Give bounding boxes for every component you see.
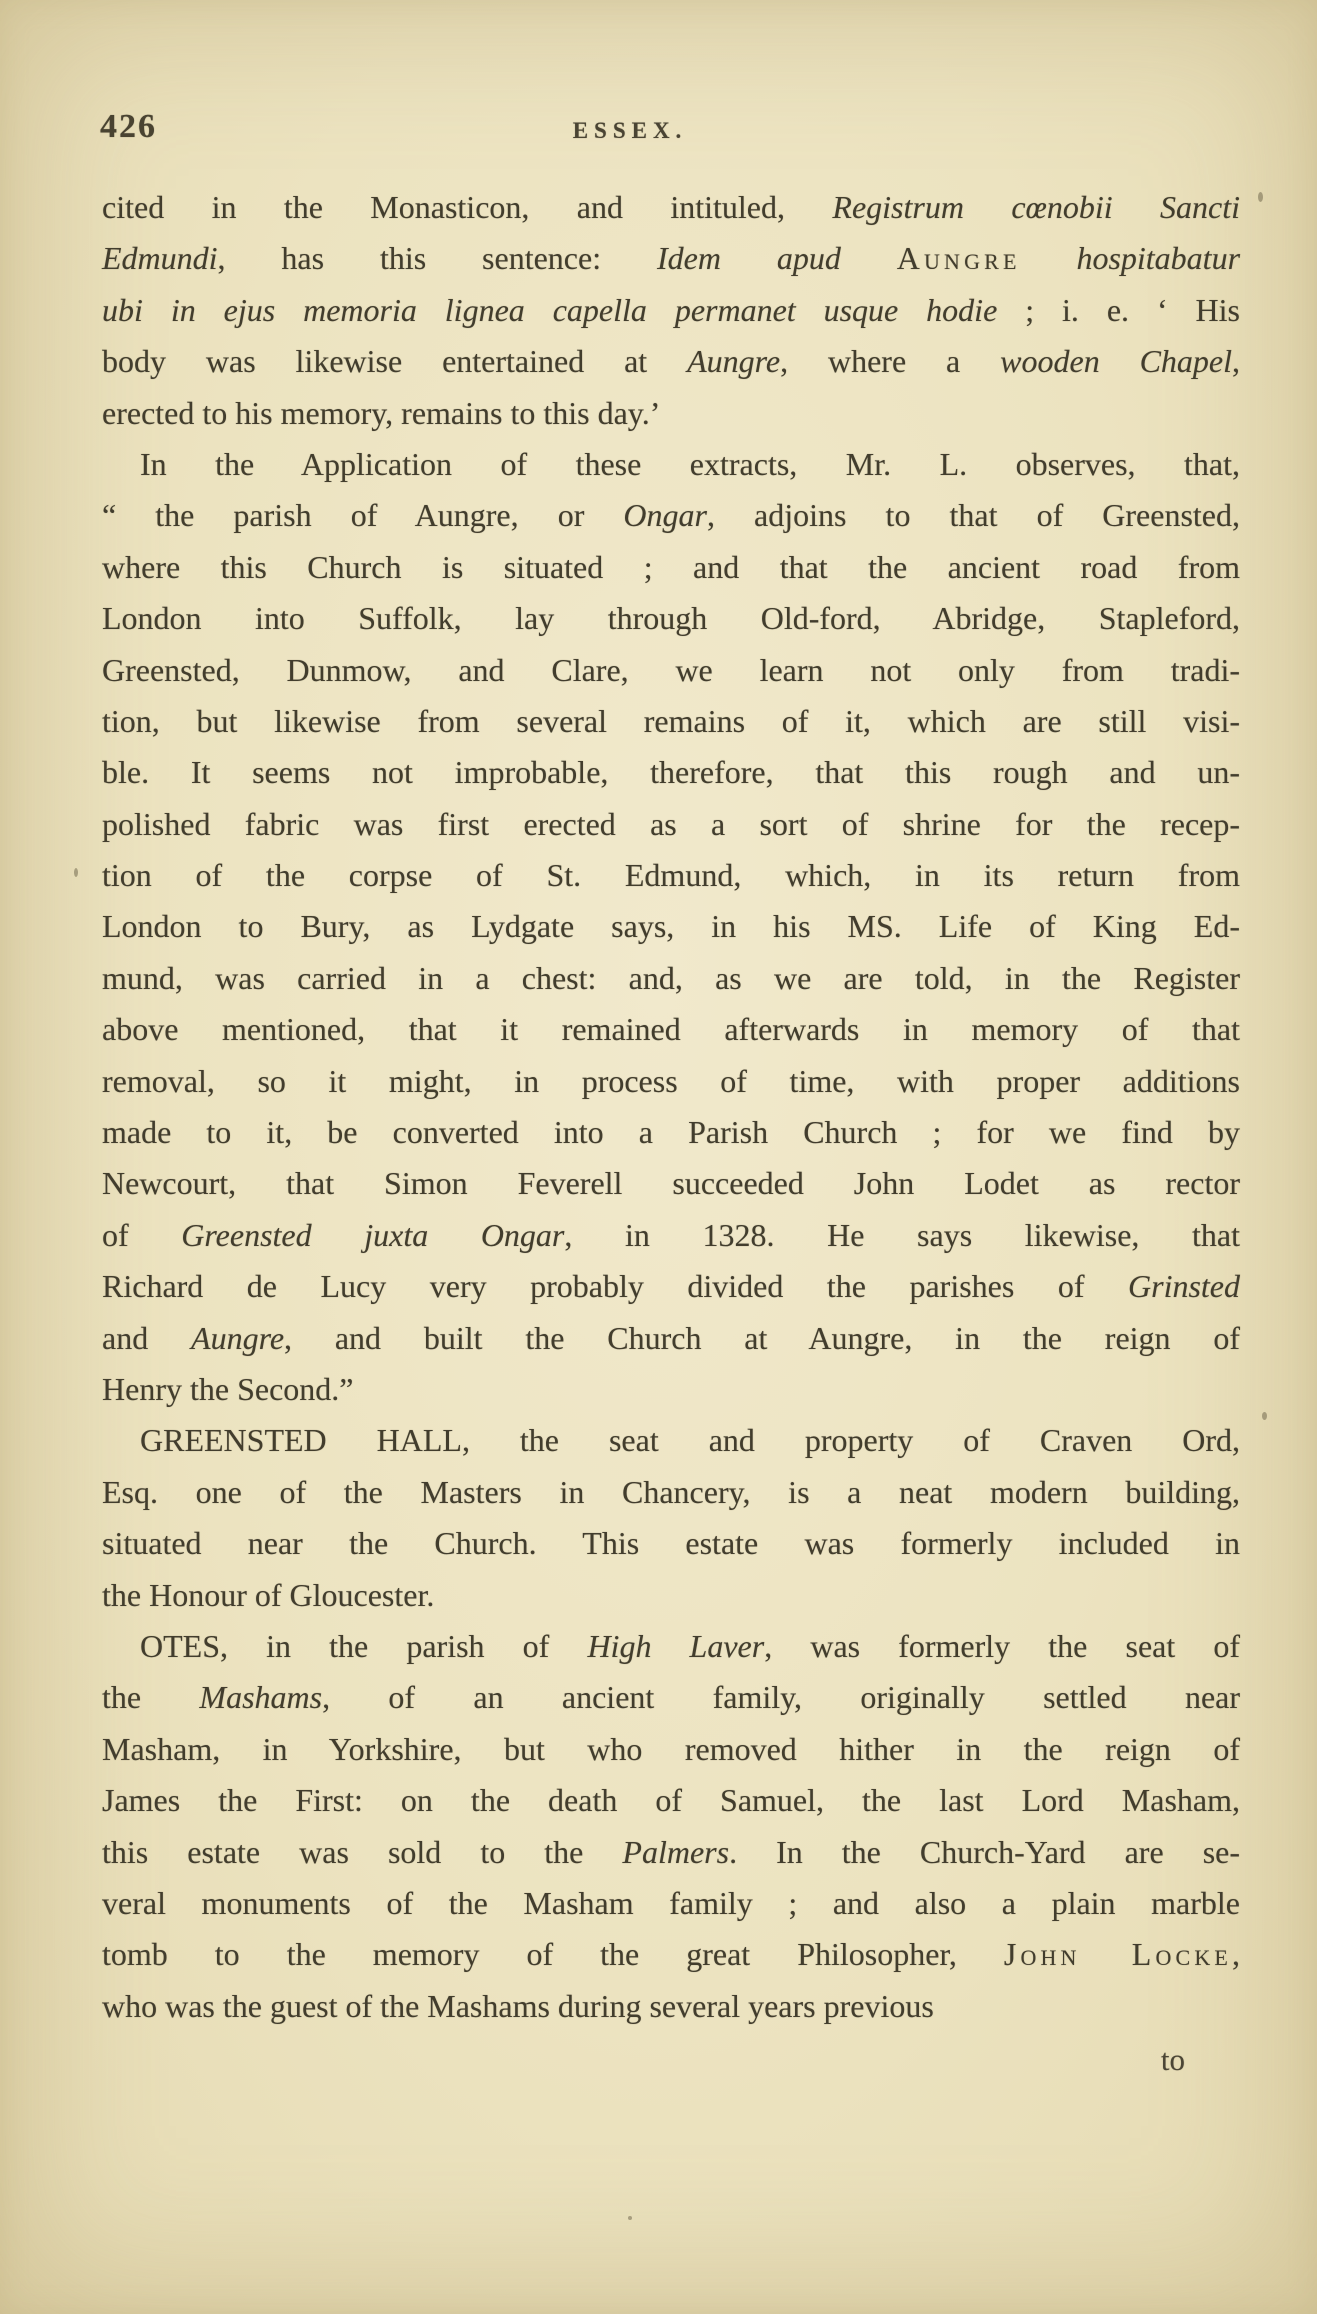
italic-text: Aungre: [687, 343, 781, 380]
body-text: In the Application of these extracts, Mr. L. observes, that,: [140, 445, 1240, 482]
text-line: [102, 1313, 1240, 1364]
italic-text: wooden Chapel: [1000, 343, 1233, 380]
italic-text: Greensted juxta Ongar: [181, 1216, 565, 1253]
body-text: Richard de Lucy very probably divided the parishes of: [102, 1268, 1128, 1305]
text-line: [102, 747, 1240, 798]
body-text: made to it, be converted into a Parish Church ; for we find by: [102, 1114, 1240, 1151]
body-text: , has this sentence:: [217, 240, 657, 277]
body-text: Newcourt, that Simon Feverell succeeded John Lodet as rector: [102, 1165, 1240, 1202]
text-block: [102, 182, 1240, 2032]
italic-text: hospitabatur: [1076, 240, 1241, 277]
text-line: [102, 850, 1240, 901]
italic-text: Aungre: [191, 1319, 285, 1356]
text-line: [102, 1261, 1240, 1312]
body-text: and: [102, 1319, 192, 1356]
italic-text: Palmers: [622, 1833, 730, 1870]
body-text: James the First: on the death of Samuel, the last Lord Masham,: [102, 1782, 1240, 1819]
text-line: [102, 1004, 1240, 1055]
text-line: [102, 1672, 1240, 1723]
body-text: ble. It seems not improbable, therefore, that this rough and un-: [102, 754, 1240, 791]
body-text: tion of the corpse of St. Edmund, which, in its return from: [102, 857, 1240, 894]
body-text: London into Suffolk, lay through Old-ford, Abridge, Stapleford,: [102, 600, 1240, 637]
text-line: [102, 1210, 1240, 1261]
text-line: [102, 490, 1240, 541]
text-line: [102, 1415, 1240, 1466]
italic-text: Mashams: [199, 1679, 323, 1716]
text-line: [102, 1621, 1240, 1672]
body-text: [1021, 240, 1077, 276]
text-line: [102, 1878, 1240, 1929]
text-line: [102, 1775, 1240, 1826]
text-line: [102, 1570, 1240, 1621]
body-text: tomb to the memory of the great Philosopher,: [102, 1936, 1004, 1973]
body-text: the: [102, 1679, 200, 1716]
body-text: Esq. one of the Masters in Chancery, is a neat modern building,: [102, 1473, 1240, 1510]
text-line: [102, 953, 1240, 1004]
body-text: GREENSTED HALL, the seat and property of Craven Ord,: [140, 1422, 1240, 1459]
body-text: . In the Church-Yard are se-: [729, 1833, 1241, 1870]
body-text: erected to his memory, remains to this day.’: [102, 394, 661, 431]
body-text: ,: [1232, 1936, 1241, 1973]
text-line: [102, 696, 1240, 747]
catchword-text: to: [1160, 2042, 1185, 2077]
running-title: ESSEX.: [572, 118, 688, 143]
text-line: [102, 1518, 1240, 1569]
body-text: Henry the Second.”: [102, 1370, 354, 1407]
body-text: , adjoins to that of Greensted,: [706, 497, 1241, 534]
text-line: [102, 1158, 1240, 1209]
body-text: tion, but likewise from several remains of it, which are still visi-: [102, 702, 1240, 739]
text-line: [102, 1929, 1240, 1980]
body-text: OTES, in the parish of: [140, 1627, 588, 1664]
text-line: [102, 645, 1240, 696]
italic-text: Idem apud: [656, 240, 897, 277]
body-text: , was formerly the seat of: [764, 1627, 1241, 1664]
italic-text: ubi in ejus memoria lignea capella permanet usque hodie: [102, 291, 998, 328]
body-text: veral monuments of the Masham family ; and also a plain marble: [102, 1884, 1240, 1921]
body-text: Greensted, Dunmow, and Clare, we learn not only from tradi-: [102, 651, 1240, 688]
text-line: [102, 901, 1240, 952]
text-line: [102, 336, 1240, 387]
text-line: [102, 439, 1240, 490]
paper-speck: [74, 868, 78, 877]
body-text: who was the guest of the Mashams during several years previous: [102, 1987, 934, 2024]
body-text: , in 1328. He says likewise, that: [564, 1216, 1241, 1253]
italic-text: Grinsted: [1128, 1268, 1240, 1305]
text-line: [102, 1467, 1240, 1518]
body-text: cited in the Monasticon, and intituled,: [102, 189, 833, 225]
italic-text: Ongar: [623, 497, 707, 534]
smallcaps-text: John Locke: [1003, 1936, 1233, 1973]
body-text: , of an ancient family, originally settled near: [322, 1679, 1241, 1716]
italic-text: Edmundi: [102, 240, 218, 277]
body-text: polished fabric was first erected as a sort of shrine for the recep-: [102, 805, 1240, 842]
body-text: the Honour of Gloucester.: [102, 1576, 435, 1613]
italic-text: Registrum cœnobii Sancti: [832, 189, 1241, 225]
text-line: [102, 799, 1240, 850]
body-text: this estate was sold to the: [102, 1833, 623, 1870]
body-text: ,: [1232, 343, 1241, 380]
smallcaps-text: Aungre: [896, 240, 1021, 277]
page-number: 426: [100, 108, 157, 145]
body-text: “ the parish of Aungre, or: [102, 497, 624, 534]
paper-speck: [1258, 192, 1263, 202]
text-line: [102, 233, 1240, 284]
body-text: situated near the Church. This estate was formerly included in: [102, 1525, 1240, 1562]
paper-speck: [1262, 1412, 1267, 1420]
body-text: mund, was carried in a chest: and, as we are told, in the Register: [102, 959, 1240, 996]
body-text: of: [102, 1216, 182, 1253]
text-line: [102, 1981, 1240, 2032]
catchword: [102, 2042, 1240, 2078]
text-line: [102, 388, 1240, 439]
text-line: [102, 542, 1240, 593]
text-line: [102, 1364, 1240, 1415]
text-line: [102, 1056, 1240, 1107]
body-text: above mentioned, that it remained afterwards in memory of that: [102, 1011, 1240, 1048]
italic-text: High Laver: [587, 1627, 765, 1664]
body-text: Masham, in Yorkshire, but who removed hither in the reign of: [102, 1730, 1240, 1767]
text-line: [102, 1107, 1240, 1158]
body-text: , and built the Church at Aungre, in the reign of: [284, 1319, 1241, 1356]
body-text: where this Church is situated ; and that the ancient road from: [102, 548, 1240, 585]
paper-speck: [628, 2216, 632, 2220]
body-text: body was likewise entertained at: [102, 343, 688, 380]
body-text: , where a: [780, 343, 1001, 380]
text-line: [102, 182, 1240, 233]
text-line: [102, 593, 1240, 644]
text-line: [102, 1724, 1240, 1775]
text-line: [102, 285, 1240, 336]
body-text: removal, so it might, in process of time, with proper additions: [102, 1062, 1240, 1099]
body-text: ; i. e. ‘ His: [997, 291, 1241, 328]
body-text: London to Bury, as Lydgate says, in his MS. Life of King Ed-: [102, 908, 1240, 945]
text-line: [102, 1827, 1240, 1878]
